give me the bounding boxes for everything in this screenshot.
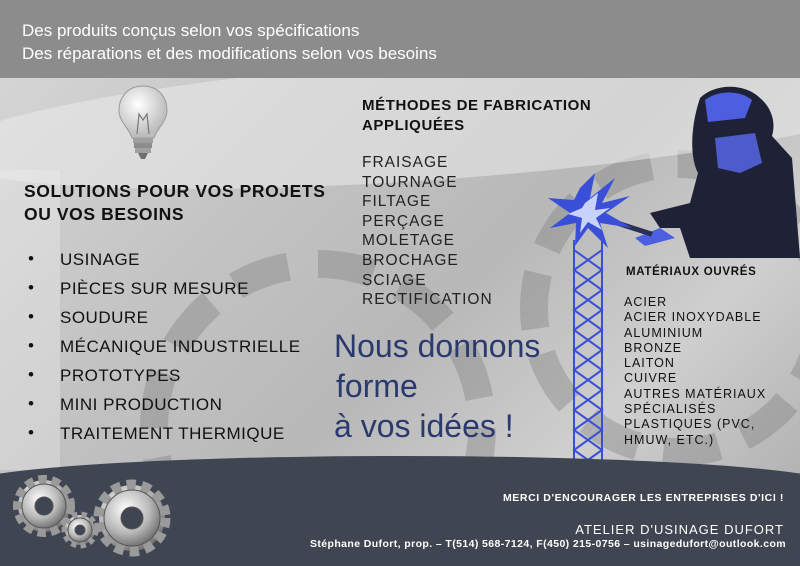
material-item: CUIVRE [624, 371, 678, 386]
bullet-icon: • [28, 278, 35, 297]
slogan-line-1: Nous donnons [334, 328, 541, 364]
company-name: ATELIER D'USINAGE DUFORT [575, 522, 784, 537]
service-label: MÉCANIQUE INDUSTRIELLE [60, 337, 301, 356]
service-label: TRAITEMENT THERMIQUE [60, 424, 285, 443]
solutions-title: SOLUTIONS POUR VOS PROJETS OU VOS BESOINS [24, 181, 326, 224]
materials-title: MATÉRIAUX OUVRÉS [626, 266, 757, 278]
material-item: BRONZE [624, 340, 683, 355]
method-item: PERÇAGE [362, 212, 445, 230]
slogan-line-3: à vos idées ! [334, 408, 514, 444]
service-label: PROTOTYPES [60, 366, 181, 385]
bullet-icon: • [28, 365, 35, 384]
method-item: MOLETAGE [362, 232, 455, 250]
material-item: HMUW, ETC.) [624, 432, 715, 447]
method-item: FILTAGE [362, 193, 432, 211]
bullet-icon: • [28, 307, 35, 326]
bullet-icon: • [28, 394, 35, 413]
service-label: PIÈCES SUR MESURE [60, 279, 249, 298]
tower-illustration [568, 240, 608, 484]
material-item: ALUMINIUM [624, 325, 704, 340]
contact-info: Stéphane Dufort, prop. – T(514) 568-7124, F(450) 215-0756 – usinagedufort@outlook.com [309, 538, 786, 550]
method-item: FRAISAGE [362, 154, 449, 171]
gears-icon [6, 472, 176, 564]
material-item: ACIER [624, 295, 668, 309]
header-line-2: Des réparations et des modifications selon vos besoins [22, 44, 437, 63]
material-item: LAITON [624, 356, 675, 371]
slogan-line-2: forme [336, 368, 418, 404]
slogan [334, 326, 540, 446]
thanks-message: MERCI D'ENCOURAGER LES ENTREPRISES D'ICI ! [502, 492, 784, 504]
header-line-1: Des produits conçus selon vos spécifications [22, 21, 360, 40]
method-item: RECTIFICATION [362, 291, 493, 309]
bullet-icon: • [28, 249, 35, 268]
light-bulb-icon [115, 84, 171, 164]
methods-title: MÉTHODES DE FABRICATION APPLIQUÉES [362, 97, 592, 134]
material-item: ACIER INOXYDABLE [624, 310, 762, 325]
method-item: SCIAGE [362, 271, 427, 289]
material-item: SPÉCIALISÉS [624, 402, 717, 417]
service-label: MINI PRODUCTION [60, 395, 223, 414]
method-item: BROCHAGE [362, 251, 459, 269]
methods-list [362, 154, 493, 311]
service-label: SOUDURE [60, 308, 149, 327]
materials-list [624, 295, 766, 448]
bullet-icon: • [28, 336, 35, 355]
service-label: USINAGE [60, 250, 141, 269]
method-item: TOURNAGE [362, 173, 458, 191]
material-item: PLASTIQUES (PVC, [624, 417, 756, 432]
welder-illustration [540, 78, 800, 258]
bullet-icon: • [28, 423, 35, 442]
material-item: AUTRES MATÉRIAUX [624, 386, 767, 401]
